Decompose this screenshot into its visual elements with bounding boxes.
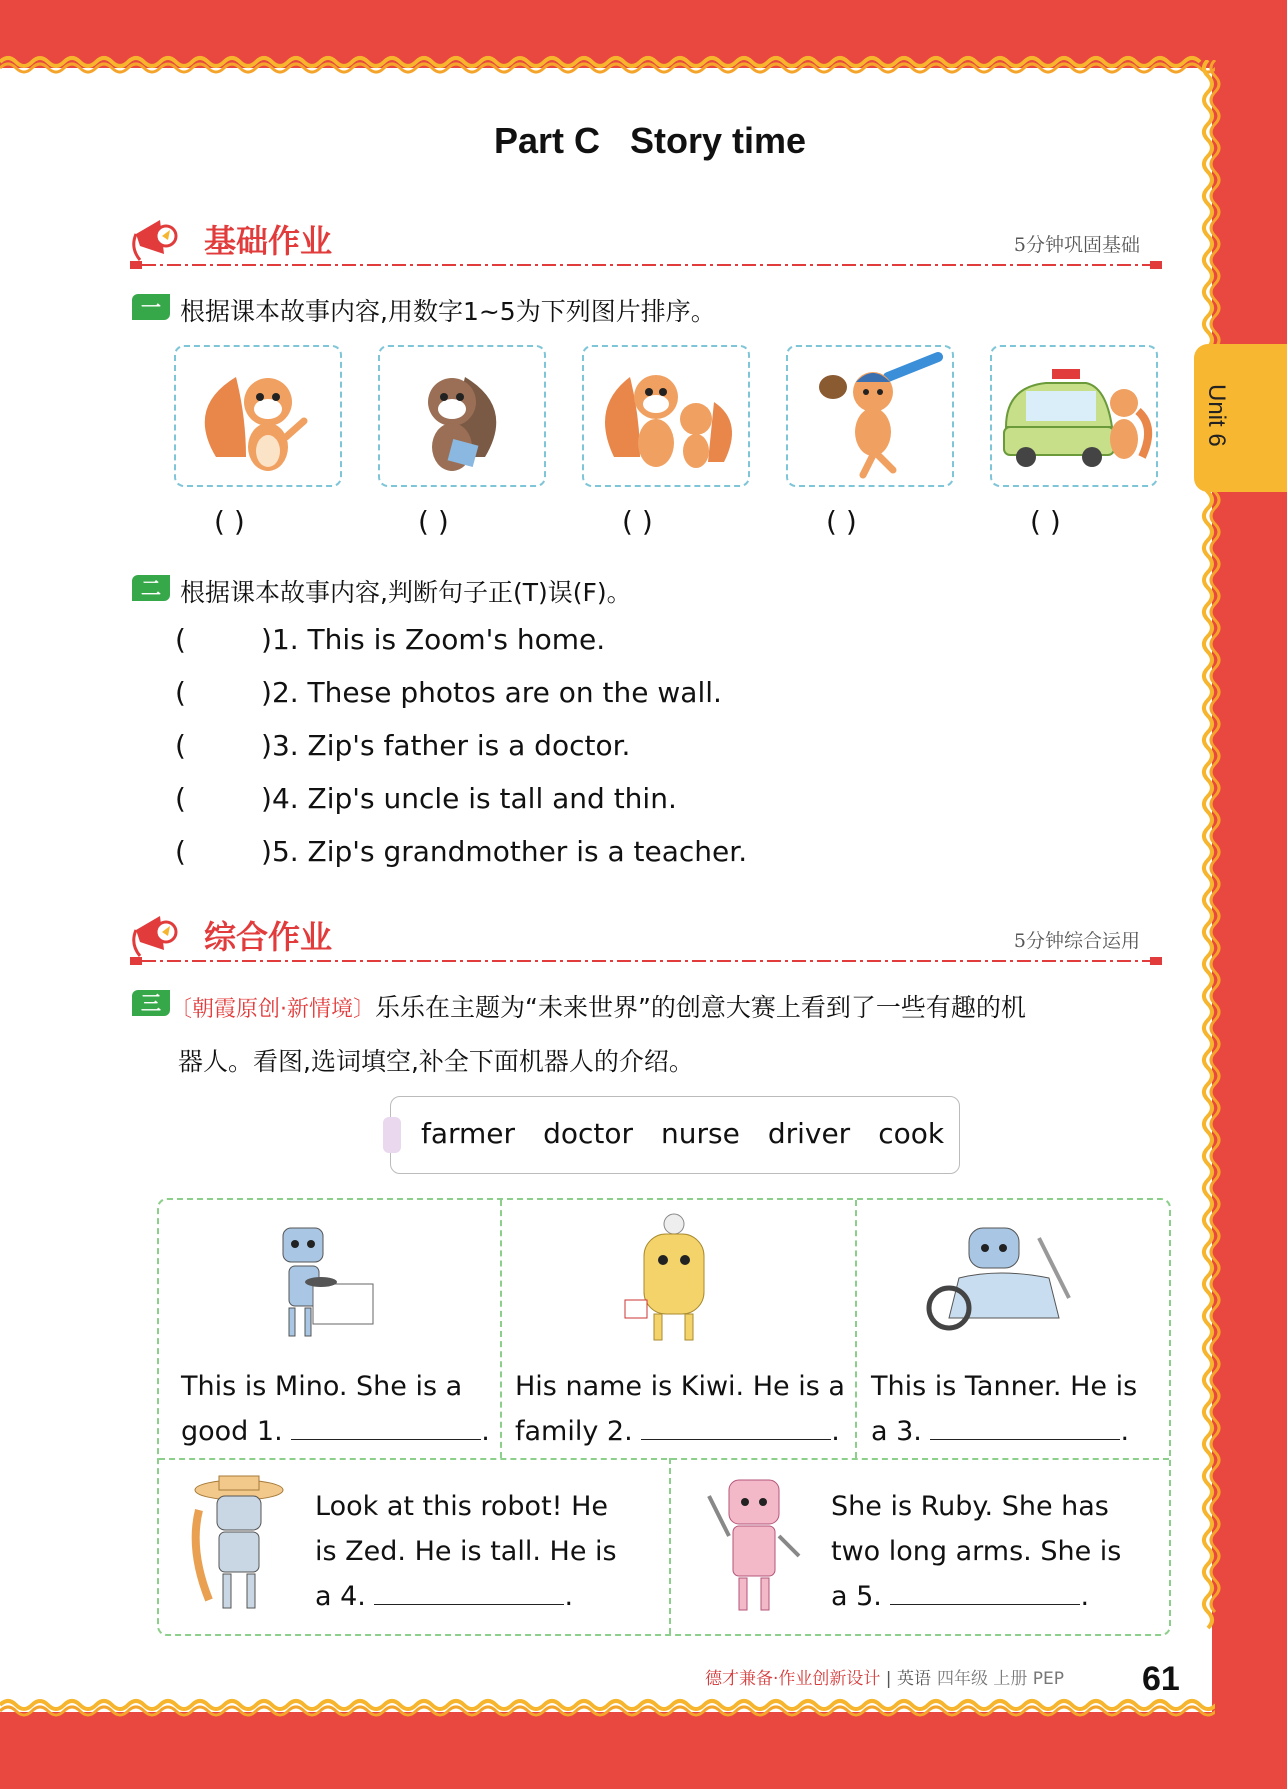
tf-item-5 xyxy=(175,835,747,868)
doctor-robot-icon xyxy=(619,1208,729,1348)
grid-divider xyxy=(159,1458,1169,1460)
tf-item-text: 1. This is Zoom's home. xyxy=(271,623,606,656)
footer-subject: 英语 xyxy=(896,1669,931,1689)
question-3-badge: 三 xyxy=(132,990,170,1016)
robot-grid xyxy=(157,1198,1171,1636)
unit-tab-label: Unit 6 xyxy=(1203,384,1230,447)
robot-cell-4 xyxy=(315,1484,665,1619)
robot-cell-4-end: . xyxy=(564,1581,574,1612)
unit-tab xyxy=(1194,344,1287,492)
tf-blank-close: ) xyxy=(261,676,272,709)
footer: 德才兼备·作业创新设计 | 英语 四年级 上册 PEP xyxy=(705,1669,1065,1689)
tf-blank-close: ) xyxy=(261,782,272,815)
word-driver: driver xyxy=(767,1117,851,1150)
page-title xyxy=(0,120,1287,162)
tf-item-2 xyxy=(175,676,722,709)
picture-1 xyxy=(174,345,342,487)
robot-cell-4-line1: Look at this robot! He xyxy=(315,1491,608,1522)
section-basic-header xyxy=(130,214,1170,264)
megaphone-icon xyxy=(130,910,188,958)
answer-blank-1[interactable] xyxy=(291,1417,481,1440)
tf-blank-open[interactable]: ( xyxy=(175,676,186,709)
question-3-text-line2: 器人。看图,选词填空,补全下面机器人的介绍。 xyxy=(178,1047,694,1076)
robot-cell-2 xyxy=(515,1364,851,1454)
tf-item-4 xyxy=(175,782,677,815)
order-blank-4[interactable]: ( ) xyxy=(826,505,857,538)
grid-divider xyxy=(500,1200,502,1458)
section-divider xyxy=(130,260,1170,270)
tf-blank-open[interactable]: ( xyxy=(175,835,186,868)
tf-item-3 xyxy=(175,729,630,762)
cook-robot-icon xyxy=(259,1208,389,1348)
robot-cell-5-end: . xyxy=(1080,1581,1090,1612)
tf-item-text: 2. These photos are on the wall. xyxy=(271,676,722,709)
robot-cell-3 xyxy=(871,1364,1161,1454)
squirrel-taxi-icon xyxy=(992,347,1156,485)
order-blank-1[interactable]: ( ) xyxy=(214,505,245,538)
page-title-part: Part C xyxy=(493,120,600,161)
grid-divider xyxy=(855,1200,857,1458)
robot-cell-5-line2: two long arms. She is xyxy=(831,1536,1122,1567)
robot-cell-3-line1: This is Tanner. He is xyxy=(871,1371,1138,1402)
picture-2 xyxy=(378,345,546,487)
tf-blank-close: ) xyxy=(261,729,272,762)
question-3-text-line1: 乐乐在主题为“未来世界”的创意大赛上看到了一些有趣的机 xyxy=(375,993,1026,1022)
section-comprehensive-title: 综合作业 xyxy=(204,918,333,956)
question-1-text: 根据课本故事内容,用数字1~5为下列图片排序。 xyxy=(180,297,716,326)
order-blank-2[interactable]: ( ) xyxy=(418,505,449,538)
robot-cell-1-end: . xyxy=(481,1416,490,1447)
robot-cell-5-line3: a 5. xyxy=(831,1581,882,1612)
word-bank xyxy=(390,1096,960,1174)
robot-cell-1-line1: This is Mino. She is a xyxy=(181,1371,463,1402)
wavy-border-bottom xyxy=(0,1697,1215,1719)
driver-robot-icon xyxy=(919,1218,1079,1338)
tf-item-text: 3. Zip's father is a doctor. xyxy=(271,729,631,762)
robot-cell-2-end: . xyxy=(831,1416,840,1447)
word-nurse: nurse xyxy=(660,1117,740,1150)
page-title-name: Story time xyxy=(629,120,807,161)
question-3-text xyxy=(170,988,1026,1024)
word-farmer: farmer xyxy=(421,1117,516,1150)
word-bank-words xyxy=(421,1117,972,1150)
order-blank-5[interactable]: ( ) xyxy=(1030,505,1061,538)
nurse-robot-icon xyxy=(699,1470,809,1620)
section-basic-title: 基础作业 xyxy=(204,222,333,260)
word-bank-tab xyxy=(383,1117,401,1153)
wavy-border-right xyxy=(1196,60,1226,1710)
picture-3 xyxy=(582,345,750,487)
word-doctor: doctor xyxy=(543,1117,633,1150)
order-blank-3[interactable]: ( ) xyxy=(622,505,653,538)
page-number: 61 xyxy=(1142,1660,1180,1698)
robot-cell-2-line2: family 2. xyxy=(515,1416,633,1447)
question-1-badge: 一 xyxy=(132,294,170,320)
answer-blank-4[interactable] xyxy=(374,1582,564,1605)
robot-cell-3-end: . xyxy=(1120,1416,1130,1447)
two-squirrels-icon xyxy=(584,347,748,485)
squirrel-waving-icon xyxy=(176,347,340,485)
section-basic-subtitle: 5分钟巩固基础 xyxy=(1013,234,1140,256)
grid-divider xyxy=(669,1458,671,1634)
robot-cell-3-line2: a 3. xyxy=(871,1416,922,1447)
picture-5 xyxy=(990,345,1158,487)
robot-cell-1-line2: good 1. xyxy=(181,1416,283,1447)
question-3-tag: 〔朝霞原创·新情境〕 xyxy=(170,997,375,1022)
tf-blank-close: ) xyxy=(261,835,272,868)
squirrel-with-book-icon xyxy=(380,347,544,485)
megaphone-icon xyxy=(130,214,188,262)
wavy-border-top xyxy=(0,52,1215,74)
footer-grade: 四年级 上册 PEP xyxy=(936,1669,1065,1689)
section-divider xyxy=(130,956,1170,966)
section-comprehensive-header xyxy=(130,910,1170,960)
answer-blank-3[interactable] xyxy=(930,1417,1120,1440)
tf-blank-open[interactable]: ( xyxy=(175,623,186,656)
answer-blank-2[interactable] xyxy=(641,1417,831,1440)
word-cook: cook xyxy=(878,1117,945,1150)
robot-cell-4-line3: a 4. xyxy=(315,1581,366,1612)
robot-cell-5-line1: She is Ruby. She has xyxy=(831,1491,1109,1522)
robot-cell-1 xyxy=(181,1364,493,1454)
tf-item-1 xyxy=(175,623,605,656)
section-comprehensive-subtitle: 5分钟综合运用 xyxy=(1013,930,1140,952)
squirrel-baseball-icon xyxy=(788,347,952,485)
question-2-badge: 二 xyxy=(132,575,170,601)
farmer-robot-icon xyxy=(179,1470,299,1620)
tf-item-text: 5. Zip's grandmother is a teacher. xyxy=(271,835,748,868)
tf-item-text: 4. Zip's uncle is tall and thin. xyxy=(271,782,677,815)
tf-blank-open[interactable]: ( xyxy=(175,729,186,762)
picture-4 xyxy=(786,345,954,487)
robot-cell-2-line1: His name is Kiwi. He is a xyxy=(515,1371,845,1402)
robot-cell-4-line2: is Zed. He is tall. He is xyxy=(315,1536,617,1567)
tf-blank-close: ) xyxy=(261,623,272,656)
tf-blank-open[interactable]: ( xyxy=(175,782,186,815)
question-2-text: 根据课本故事内容,判断句子正(T)误(F)。 xyxy=(180,578,632,607)
footer-series: 德才兼备·作业创新设计 xyxy=(705,1669,881,1689)
answer-blank-5[interactable] xyxy=(890,1582,1080,1605)
robot-cell-5 xyxy=(831,1484,1161,1619)
